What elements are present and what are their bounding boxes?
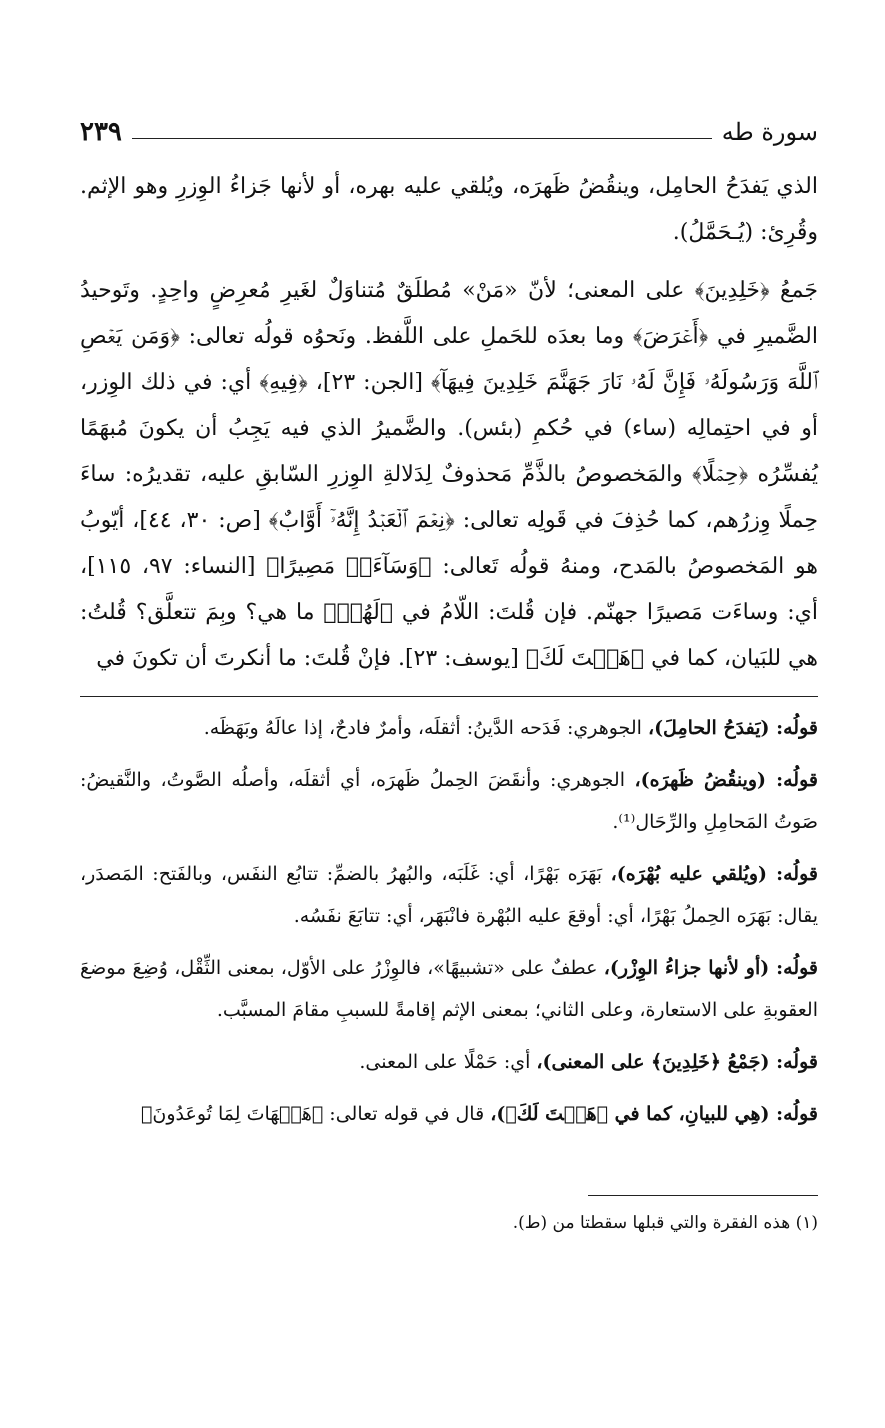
main-text xyxy=(80,164,818,682)
commentary-separator xyxy=(80,696,818,697)
note-lead: قولُه: (ويُلقي عليه بُهْرَه)، xyxy=(610,863,818,885)
commentary-note xyxy=(80,853,818,937)
note-text: أي: حَمْلًا على المعنى. xyxy=(359,1051,537,1073)
commentary-note xyxy=(80,947,818,1031)
note-lead: قولُه: (وينقُضُ ظَهرَه)، xyxy=(634,769,818,791)
commentary-note xyxy=(80,1041,818,1083)
footnote-rule xyxy=(588,1195,818,1196)
footnote: (١) هذه الفقرة والتي قبلها سقطتا من (ط). xyxy=(512,1213,818,1233)
main-paragraph: الذي يَفدَحُ الحامِل، وينقُضُ ظَهرَه، ويُلقي عليه بهره، أو لأنها جَزاءُ الوِزرِ وهو الإثم. وقُرِئ: (يُـحَمَّلُ). xyxy=(80,174,818,245)
commentary-note xyxy=(80,1093,818,1135)
note-lead: قولُه: (يَفدَحُ الحامِلَ)، xyxy=(647,717,818,739)
commentary xyxy=(80,707,818,1135)
note-lead: قولُه: (جَمْعُ ﴿خَلِدِينَ﴾ على المعنى)، xyxy=(536,1051,818,1073)
note-lead: قولُه: (أو لأنها جزاءُ الوِزْر)، xyxy=(603,957,819,979)
page xyxy=(80,110,818,1238)
main-paragraph: جَمعُ ﴿خَلِدِينَ﴾ على المعنى؛ لأنّ «مَنْ» مُطلَقٌ مُتناوَلٌ لغَيرِ مُعرِضٍ واحِدٍ. وتَوحيدُ الضَّميرِ في ﴿أَعۡرَضَ﴾ وما بعدَه للحَملِ على اللَّفظ. ونَحوُه قولُه تعالى: ﴿وَمَن يَعۡصِ ٱللَّهَ وَرَسُولَهُۥ فَإِنَّ لَهُۥ نَارَ جَهَنَّمَ خَلِدِينَ فِيهَآ﴾ [الجن: ٢٣]، ﴿فِيهِ﴾ أي: في ذلك الوِزر، أو في احتِمالِه (ساء) في حُكمِ (بئس). والضَّميرُ الذي فيه يَجِبُ أن يكونَ مُبهَمًا يُفسِّرُه ﴿حِمۡلًا﴾ والمَخصوصُ بالذَّمِّ مَحذوفٌ لِدَلالةِ الوِزرِ السّابقِ عليه، تقديرُه: ساءَ حِملًا وِزرُهم، كما حُذِفَ في قَولِه تعالى: ﴿نِعۡمَ ٱلۡعَبۡدُ إِنَّهُۥٓ أَوَّابٌ﴾ [ص: ٣٠، ٤٤]، أيّوبُ هو المَخصوصُ بالمَدح، ومنهُ قولُه تَعالى: ﴿وَسَآءَتۡ مَصِيرًا﴾ [النساء: ٩٧، ١١٥]، أي: وساءَت مَصيرًا جهنّم. فإن قُلتَ: اللّامُ في ﴿لَهُمۡ﴾ ما هي؟ وبِمَ تتعلَّق؟ قُلتُ: هي للبَيان، كما في ﴿هَيۡتَ لَكَ﴾ [يوسف: ٢٣]. فإنْ قُلتَ: ما أنكرتَ أن تكونَ في xyxy=(80,278,819,671)
note-text: الجوهري: وأنقَضَ الحِملُ ظَهرَه، أي أثقلَه، وأصلُه الصَّوتُ، والنَّقيضُ: صَوتُ المَحامِلِ والرِّحَال⁽¹⁾. xyxy=(80,769,818,833)
note-text: قال في قوله تعالى: ﴿هَيۡهَاتَ لِمَا تُوعَدُونَ﴾ xyxy=(141,1103,491,1125)
commentary-note xyxy=(80,759,818,843)
page-number: ٢٣٩ xyxy=(80,117,122,147)
header-rule xyxy=(132,138,712,139)
note-text: بَهَرَه بَهْرًا، أي: غَلَبَه، والبُهرُ بالضمِّ: تتابُع النفَس، وبالفَتح: المَصدَر، يقال: بَهَرَه الحِملُ بَهْرًا، أي: أوقعَ عليه البُهْرة فانْبَهَر، أي: تتابَعَ نفَسُه. xyxy=(80,863,818,927)
surah-title: سورة طه xyxy=(721,118,818,146)
note-lead: قولُه: (هِي للبيانِ، كما في ﴿هَيۡتَ لَكَ﴾)، xyxy=(490,1103,818,1125)
running-header xyxy=(80,110,818,154)
commentary-note xyxy=(80,707,818,749)
note-text: الجوهري: فَدَحه الدَّينُ: أثقلَه، وأمرٌ فادحٌ، إذا عالَهُ وبَهَظَه. xyxy=(203,717,648,739)
note-text: عطفٌ على «تشبيهًا»، فالوِزْرُ على الأوّل، بمعنى الثِّقْل، وُضِعَ موضعَ العقوبةِ على الاستعارة، وعلى الثاني؛ بمعنى الإثم إقامةً للسببِ مقامَ المسبَّب. xyxy=(80,957,818,1021)
